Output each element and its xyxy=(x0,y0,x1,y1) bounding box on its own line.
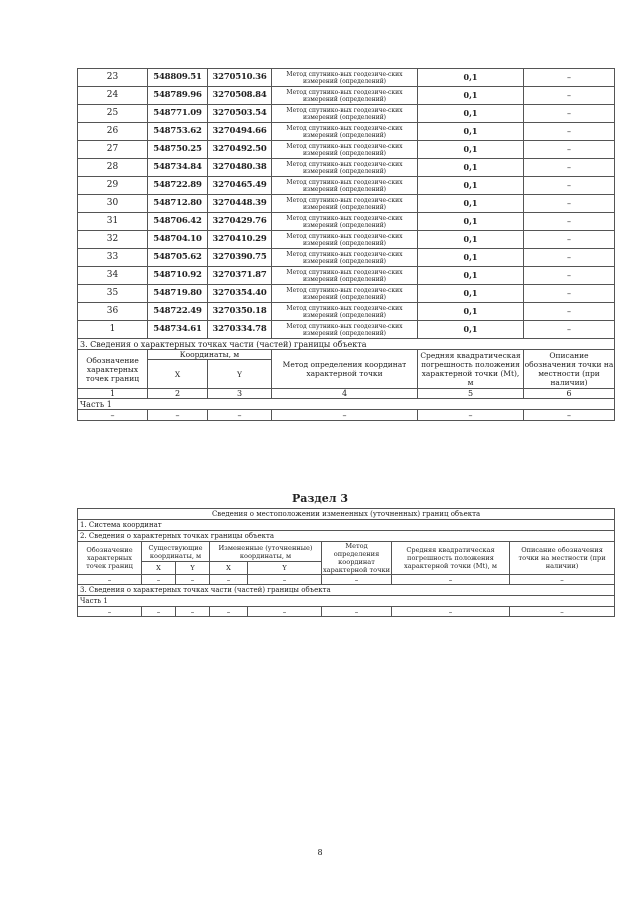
coord-x: 548710.92 xyxy=(148,267,208,285)
empty-cell: – xyxy=(322,575,392,585)
mt-cell: 0,1 xyxy=(418,141,524,159)
col-y-header: Y xyxy=(248,562,322,575)
mt-cell: 0,1 xyxy=(418,195,524,213)
point-number: 36 xyxy=(78,303,148,321)
point-number: 27 xyxy=(78,141,148,159)
col-y-header: Y xyxy=(208,360,272,389)
table-row xyxy=(78,213,615,231)
col-desc-header: Описание обозначения точки на местности (при наличии) xyxy=(510,542,615,575)
coord-x: 548705.62 xyxy=(148,249,208,267)
method-cell: Метод спутнико-вых геодезиче-ских измерений (определений) xyxy=(272,303,418,321)
col-index: 5 xyxy=(418,389,524,399)
table-row xyxy=(78,105,615,123)
point-number: 31 xyxy=(78,213,148,231)
desc-cell: – xyxy=(524,213,615,231)
table-row xyxy=(78,267,615,285)
point-number: 25 xyxy=(78,105,148,123)
point-number: 30 xyxy=(78,195,148,213)
table-row xyxy=(78,69,615,87)
part-label: Часть 1 xyxy=(78,596,615,607)
col-index: 4 xyxy=(272,389,418,399)
table-row xyxy=(78,231,615,249)
coord-y: 3270503.54 xyxy=(208,105,272,123)
mt-cell: 0,1 xyxy=(418,213,524,231)
table-row xyxy=(78,87,615,105)
col-x-header: X xyxy=(148,360,208,389)
col-x-header: X xyxy=(210,562,248,575)
table-row xyxy=(78,123,615,141)
empty-cell: – xyxy=(510,607,615,617)
desc-cell: – xyxy=(524,231,615,249)
coord-y: 3270465.49 xyxy=(208,177,272,195)
mt-cell: 0,1 xyxy=(418,159,524,177)
empty-cell: – xyxy=(208,410,272,421)
method-cell: Метод спутнико-вых геодезиче-ских измерений (определений) xyxy=(272,267,418,285)
point-number: 28 xyxy=(78,159,148,177)
coord-y: 3270494.66 xyxy=(208,123,272,141)
mt-cell: 0,1 xyxy=(418,87,524,105)
point-number: 1 xyxy=(78,321,148,339)
coordinates-table xyxy=(77,68,615,421)
part-label: Часть 1 xyxy=(78,399,615,410)
method-cell: Метод спутнико-вых геодезиче-ских измерений (определений) xyxy=(272,285,418,303)
col-point-name-header: Обозначение характерных точек границ xyxy=(78,542,142,575)
empty-cell: – xyxy=(142,575,176,585)
coord-y: 3270492.50 xyxy=(208,141,272,159)
point-number: 29 xyxy=(78,177,148,195)
empty-cell: – xyxy=(248,575,322,585)
coord-y: 3270480.38 xyxy=(208,159,272,177)
method-cell: Метод спутнико-вых геодезиче-ских измерений (определений) xyxy=(272,87,418,105)
desc-cell: – xyxy=(524,87,615,105)
empty-cell: – xyxy=(510,575,615,585)
empty-cell: – xyxy=(392,575,510,585)
coord-y: 3270350.18 xyxy=(208,303,272,321)
empty-cell: – xyxy=(176,575,210,585)
table-row xyxy=(78,303,615,321)
page-number: 8 xyxy=(317,848,323,857)
mt-cell: 0,1 xyxy=(418,285,524,303)
empty-cell: – xyxy=(418,410,524,421)
empty-cell: – xyxy=(148,410,208,421)
desc-cell: – xyxy=(524,321,615,339)
empty-cell: – xyxy=(392,607,510,617)
desc-cell: – xyxy=(524,159,615,177)
col-y-header: Y xyxy=(176,562,210,575)
coord-system-label: 1. Система координат xyxy=(78,520,615,531)
col-x-header: X xyxy=(142,562,176,575)
coord-y: 3270429.76 xyxy=(208,213,272,231)
coordinates-table-body xyxy=(78,69,615,339)
coord-x: 548722.89 xyxy=(148,177,208,195)
desc-cell: – xyxy=(524,177,615,195)
coord-x: 548771.09 xyxy=(148,105,208,123)
coord-y: 3270390.75 xyxy=(208,249,272,267)
method-cell: Метод спутнико-вых геодезиче-ских измерений (определений) xyxy=(272,105,418,123)
col-coords-header: Координаты, м xyxy=(148,350,272,360)
empty-cell: – xyxy=(78,607,142,617)
coord-y: 3270508.84 xyxy=(208,87,272,105)
empty-cell: – xyxy=(78,410,148,421)
empty-cell: – xyxy=(322,607,392,617)
coord-y: 3270410.29 xyxy=(208,231,272,249)
coord-x: 548809.51 xyxy=(148,69,208,87)
col-mt-header: Средняя квадратическая погрешность положения характерной точки (Mt), м xyxy=(418,350,524,389)
method-cell: Метод спутнико-вых геодезиче-ских измерений (определений) xyxy=(272,195,418,213)
empty-cell: – xyxy=(524,410,615,421)
method-cell: Метод спутнико-вых геодезиче-ских измерений (определений) xyxy=(272,141,418,159)
mt-cell: 0,1 xyxy=(418,321,524,339)
table-row xyxy=(78,249,615,267)
col-index: 6 xyxy=(524,389,615,399)
empty-cell: – xyxy=(210,607,248,617)
coord-x: 548734.84 xyxy=(148,159,208,177)
section-heading: Раздел 3 xyxy=(292,492,348,505)
col-desc-header: Описание обозначения точки на местности (при наличии) xyxy=(524,351,614,387)
col-existing-coords-header: Существующие координаты, м xyxy=(142,542,210,562)
mt-cell: 0,1 xyxy=(418,177,524,195)
coord-x: 548750.25 xyxy=(148,141,208,159)
coord-x: 548722.49 xyxy=(148,303,208,321)
mt-cell: 0,1 xyxy=(418,267,524,285)
col-mt-header: Средняя квадратическая погрешность положения характерной точки (Mt), м xyxy=(392,542,510,575)
coord-y: 3270354.40 xyxy=(208,285,272,303)
section3-block xyxy=(78,339,615,421)
coord-y: 3270334.78 xyxy=(208,321,272,339)
table-row xyxy=(78,321,615,339)
mt-cell: 0,1 xyxy=(418,249,524,267)
col-method-header: Метод определения координат характерной точки xyxy=(272,350,418,389)
desc-cell: – xyxy=(524,141,615,159)
table-row xyxy=(78,285,615,303)
mt-cell: 0,1 xyxy=(418,123,524,141)
col-index: 2 xyxy=(148,389,208,399)
desc-cell: – xyxy=(524,123,615,141)
table-row xyxy=(78,195,615,213)
point-number: 34 xyxy=(78,267,148,285)
point-number: 23 xyxy=(78,69,148,87)
section2-title: 2. Сведения о характерных точках границы объекта xyxy=(78,531,615,542)
mt-cell: 0,1 xyxy=(418,303,524,321)
mt-cell: 0,1 xyxy=(418,231,524,249)
method-cell: Метод спутнико-вых геодезиче-ских измерений (определений) xyxy=(272,177,418,195)
desc-cell: – xyxy=(524,105,615,123)
desc-cell: – xyxy=(524,267,615,285)
point-number: 26 xyxy=(78,123,148,141)
col-method-header: Метод определения координат характерной точки xyxy=(322,542,391,574)
point-number: 35 xyxy=(78,285,148,303)
mt-cell: 0,1 xyxy=(418,69,524,87)
empty-cell: – xyxy=(142,607,176,617)
changed-boundaries-table xyxy=(77,508,615,617)
method-cell: Метод спутнико-вых геодезиче-ских измерений (определений) xyxy=(272,69,418,87)
method-cell: Метод спутнико-вых геодезиче-ских измерений (определений) xyxy=(272,159,418,177)
coord-x: 548789.96 xyxy=(148,87,208,105)
empty-cell: – xyxy=(248,607,322,617)
empty-cell: – xyxy=(78,575,142,585)
table-row xyxy=(78,159,615,177)
mt-cell: 0,1 xyxy=(418,105,524,123)
section3-title: 3. Сведения о характерных точках части (частей) границы объекта xyxy=(78,339,615,350)
method-cell: Метод спутнико-вых геодезиче-ских измерений (определений) xyxy=(272,123,418,141)
desc-cell: – xyxy=(524,195,615,213)
coord-x: 548706.42 xyxy=(148,213,208,231)
table-title: Сведения о местоположении измененных (уточненных) границ объекта xyxy=(78,509,615,520)
col-index: 3 xyxy=(208,389,272,399)
coord-y: 3270371.87 xyxy=(208,267,272,285)
method-cell: Метод спутнико-вых геодезиче-ских измерений (определений) xyxy=(272,231,418,249)
point-number: 33 xyxy=(78,249,148,267)
method-cell: Метод спутнико-вых геодезиче-ских измерений (определений) xyxy=(272,321,418,339)
empty-cell: – xyxy=(176,607,210,617)
col-changed-coords-header: Измененные (уточненные) координаты, м xyxy=(210,542,322,562)
coord-x: 548753.62 xyxy=(148,123,208,141)
coord-y: 3270510.36 xyxy=(208,69,272,87)
empty-cell: – xyxy=(210,575,248,585)
coord-x: 548712.80 xyxy=(148,195,208,213)
point-number: 24 xyxy=(78,87,148,105)
coord-x: 548734.61 xyxy=(148,321,208,339)
table-row xyxy=(78,177,615,195)
desc-cell: – xyxy=(524,285,615,303)
desc-cell: – xyxy=(524,303,615,321)
table-row xyxy=(78,141,615,159)
empty-cell: – xyxy=(272,410,418,421)
method-cell: Метод спутнико-вых геодезиче-ских измерений (определений) xyxy=(272,213,418,231)
coord-x: 548704.10 xyxy=(148,231,208,249)
coord-y: 3270448.39 xyxy=(208,195,272,213)
method-cell: Метод спутнико-вых геодезиче-ских измерений (определений) xyxy=(272,249,418,267)
col-point-name-header: Обозначение характерных точек границ xyxy=(78,350,148,389)
section3-title: 3. Сведения о характерных точках части (частей) границы объекта xyxy=(78,585,615,596)
col-index: 1 xyxy=(78,389,148,399)
desc-cell: – xyxy=(524,249,615,267)
coord-x: 548719.80 xyxy=(148,285,208,303)
point-number: 32 xyxy=(78,231,148,249)
desc-cell: – xyxy=(524,69,615,87)
